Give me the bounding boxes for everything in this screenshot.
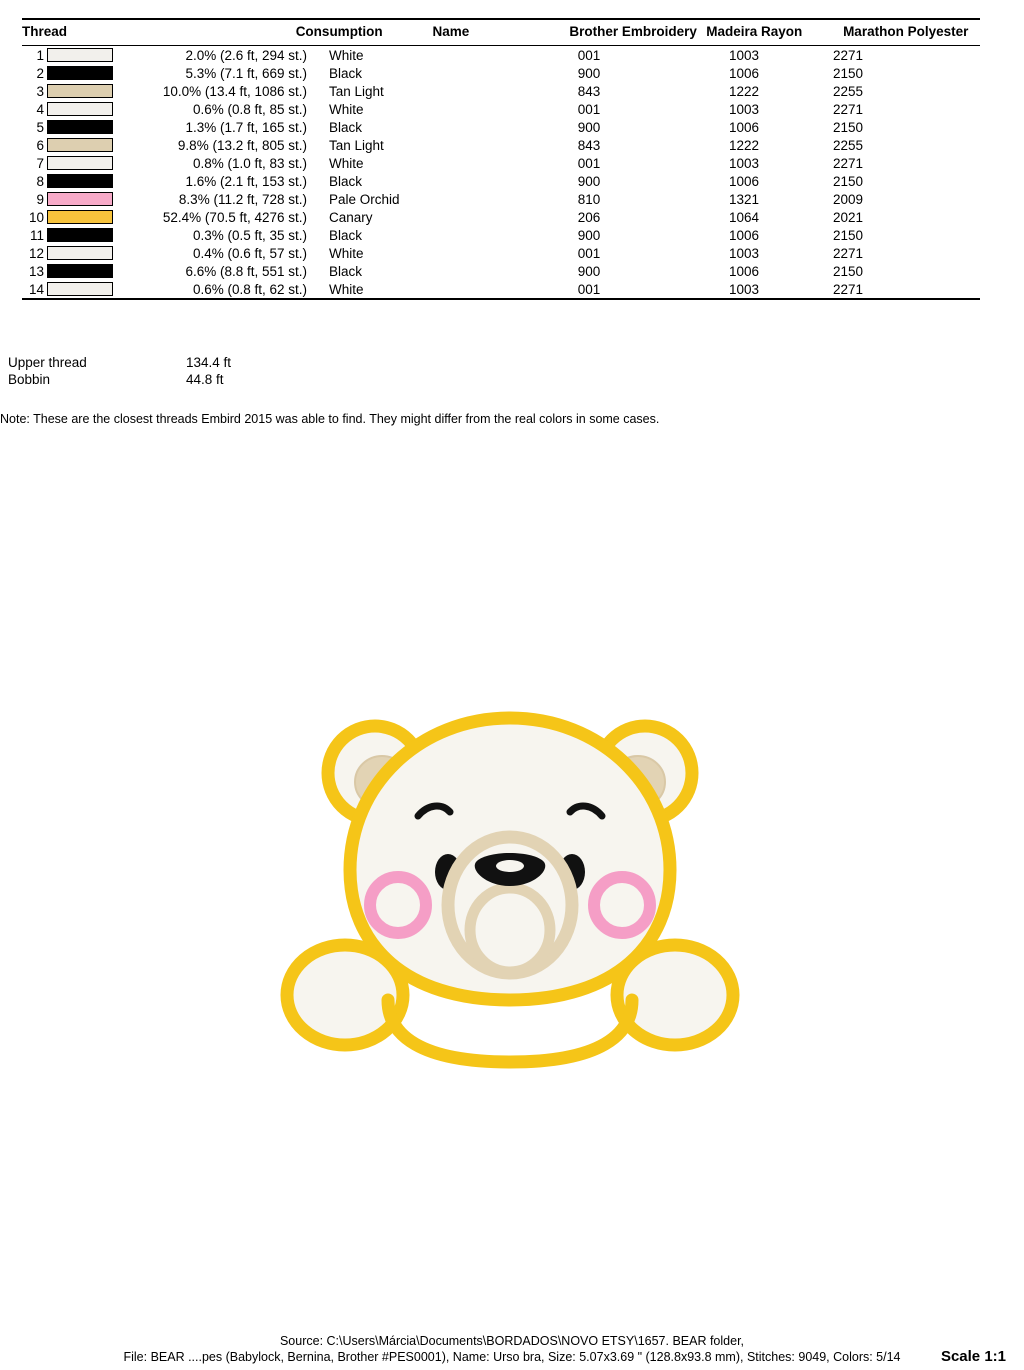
document-footer <box>0 1333 1024 1365</box>
table-row <box>22 172 1003 190</box>
thread-color-swatch <box>47 172 117 190</box>
table-row <box>22 262 1003 280</box>
color-chip <box>47 246 113 260</box>
madeira-code-cell: 1222 <box>728 83 760 99</box>
thread-color-swatch <box>47 136 117 154</box>
brother-code-cell: 843 <box>577 83 601 99</box>
brother-code-cell: 900 <box>577 173 601 189</box>
thread-color-swatch <box>47 190 117 208</box>
table-row <box>22 136 1003 154</box>
header-thread: Thread <box>22 24 68 39</box>
thread-color-swatch <box>47 280 117 298</box>
madeira-code-cell: 1006 <box>728 263 760 279</box>
header-marathon-polyester: Marathon Polyester <box>843 24 969 39</box>
madeira-code-cell: 1003 <box>728 245 760 261</box>
table-row <box>22 226 1003 244</box>
header-name: Name <box>432 24 470 39</box>
thread-table-section <box>22 18 1002 300</box>
brother-code-cell: 900 <box>577 119 601 135</box>
table-row <box>22 154 1003 172</box>
footer-file-line: File: BEAR ....pes (Babylock, Bernina, Brother #PES0001), Name: Urso bra, Size: 5.07x3.69 " (128.8x93.8 mm), Stitches: 9049, Colors: 5/14 <box>123 1350 901 1364</box>
madeira-code-cell: 1006 <box>728 65 760 81</box>
color-chip <box>47 84 113 98</box>
color-name-cell: Black <box>329 119 363 135</box>
thread-rows <box>22 46 1003 298</box>
row-index: 12 <box>28 245 44 261</box>
bear-applique-artwork <box>270 690 750 1090</box>
color-name-cell: Tan Light <box>329 83 384 99</box>
table-row <box>22 244 1003 262</box>
row-index: 6 <box>36 137 44 153</box>
scale-label: Scale 1:1 <box>940 1348 1006 1365</box>
bobbin-value: 44.8 ft <box>186 372 224 387</box>
consumption-cell: 2.0% (2.6 ft, 294 st.) <box>185 47 307 63</box>
consumption-cell: 1.6% (2.1 ft, 153 st.) <box>185 173 307 189</box>
marathon-code-cell: 2271 <box>833 155 864 171</box>
consumption-cell: 5.3% (7.1 ft, 669 st.) <box>185 65 307 81</box>
color-chip <box>47 48 113 62</box>
brother-code-cell: 001 <box>577 281 601 297</box>
color-name-cell: Black <box>329 263 363 279</box>
table-row <box>22 82 1003 100</box>
brother-code-cell: 001 <box>577 47 601 63</box>
thread-color-swatch <box>47 64 117 82</box>
color-name-cell: Black <box>329 227 363 243</box>
marathon-code-cell: 2255 <box>833 137 864 153</box>
color-name-cell: White <box>329 101 364 117</box>
table-row <box>22 208 1003 226</box>
color-name-cell: Black <box>329 65 363 81</box>
table-row <box>22 46 1003 64</box>
row-index: 4 <box>36 101 44 117</box>
row-index: 5 <box>36 119 44 135</box>
color-name-cell: Tan Light <box>329 137 384 153</box>
madeira-code-cell: 1006 <box>728 173 760 189</box>
bobbin-row <box>8 372 231 387</box>
row-index: 9 <box>36 191 44 207</box>
color-chip <box>47 156 113 170</box>
thread-table <box>22 20 980 45</box>
color-chip <box>47 66 113 80</box>
marathon-code-cell: 2150 <box>833 65 864 81</box>
color-name-cell: Canary <box>329 209 373 225</box>
marathon-code-cell: 2021 <box>833 209 864 225</box>
brother-code-cell: 001 <box>577 245 601 261</box>
consumption-cell: 0.8% (1.0 ft, 83 st.) <box>192 155 307 171</box>
consumption-cell: 0.4% (0.6 ft, 57 st.) <box>192 245 307 261</box>
madeira-code-cell: 1222 <box>728 137 760 153</box>
thread-color-swatch <box>47 100 117 118</box>
upper-thread-row <box>8 355 231 370</box>
brother-code-cell: 001 <box>577 101 601 117</box>
brother-code-cell: 900 <box>577 227 601 243</box>
marathon-code-cell: 2150 <box>833 263 864 279</box>
table-row <box>22 118 1003 136</box>
brother-code-cell: 900 <box>577 65 601 81</box>
madeira-code-cell: 1003 <box>728 155 760 171</box>
marathon-code-cell: 2271 <box>833 47 864 63</box>
thread-color-swatch <box>47 82 117 100</box>
color-chip <box>47 282 113 296</box>
color-chip <box>47 264 113 278</box>
marathon-code-cell: 2150 <box>833 227 864 243</box>
marathon-code-cell: 2150 <box>833 119 864 135</box>
brother-code-cell: 206 <box>577 209 601 225</box>
color-name-cell: Pale Orchid <box>329 191 400 207</box>
thread-note: Note: These are the closest threads Embird 2015 was able to find. They might differ from the real colors in some cases. <box>0 412 660 426</box>
table-header-row <box>22 20 980 45</box>
thread-color-swatch <box>47 208 117 226</box>
brother-code-cell: 001 <box>577 155 601 171</box>
color-name-cell: Black <box>329 173 363 189</box>
consumption-cell: 6.6% (8.8 ft, 551 st.) <box>185 263 307 279</box>
upper-thread-label: Upper thread <box>8 355 87 370</box>
brother-code-cell: 843 <box>577 137 601 153</box>
color-name-cell: White <box>329 47 364 63</box>
table-row <box>22 280 1003 298</box>
footer-source-line: Source: C:\Users\Márcia\Documents\BORDADOS\NOVO ETSY\1657. BEAR folder, <box>279 1334 745 1348</box>
brother-code-cell: 900 <box>577 263 601 279</box>
row-index: 10 <box>28 209 44 225</box>
madeira-code-cell: 1006 <box>728 119 760 135</box>
thread-color-swatch <box>47 262 117 280</box>
table-row <box>22 190 1003 208</box>
consumption-cell: 0.6% (0.8 ft, 85 st.) <box>192 101 307 117</box>
consumption-cell: 52.4% (70.5 ft, 4276 st.) <box>162 209 307 225</box>
madeira-code-cell: 1003 <box>728 101 760 117</box>
thread-color-swatch <box>47 118 117 136</box>
row-index: 8 <box>36 173 44 189</box>
marathon-code-cell: 2255 <box>833 83 864 99</box>
bobbin-label: Bobbin <box>8 372 51 387</box>
thread-color-swatch <box>47 46 117 64</box>
consumption-cell: 10.0% (13.4 ft, 1086 st.) <box>162 83 307 99</box>
consumption-cell: 9.8% (13.2 ft, 805 st.) <box>177 137 307 153</box>
color-chip <box>47 174 113 188</box>
consumption-cell: 1.3% (1.7 ft, 165 st.) <box>185 119 307 135</box>
color-name-cell: White <box>329 281 364 297</box>
color-name-cell: White <box>329 245 364 261</box>
row-index: 2 <box>36 65 44 81</box>
row-index: 14 <box>28 281 44 297</box>
header-brother-embroidery: Brother Embroidery <box>569 24 697 39</box>
thread-color-swatch <box>47 154 117 172</box>
table-row <box>22 100 1003 118</box>
row-index: 13 <box>28 263 44 279</box>
header-consumption: Consumption <box>295 24 383 39</box>
row-index: 7 <box>36 155 44 171</box>
marathon-code-cell: 2009 <box>833 191 864 207</box>
madeira-code-cell: 1006 <box>728 227 760 243</box>
thread-totals <box>8 355 231 389</box>
madeira-code-cell: 1003 <box>728 47 760 63</box>
row-index: 3 <box>36 83 44 99</box>
table-row <box>22 64 1003 82</box>
color-chip <box>47 228 113 242</box>
thread-color-swatch <box>47 244 117 262</box>
color-chip <box>47 192 113 206</box>
upper-thread-value: 134.4 ft <box>186 355 232 370</box>
row-index: 1 <box>36 47 44 63</box>
color-chip <box>47 138 113 152</box>
row-index: 11 <box>29 227 44 243</box>
thread-color-swatch <box>47 226 117 244</box>
madeira-code-cell: 1003 <box>728 281 760 297</box>
color-name-cell: White <box>329 155 364 171</box>
consumption-cell: 8.3% (11.2 ft, 728 st.) <box>178 191 307 207</box>
marathon-code-cell: 2271 <box>833 281 864 297</box>
table-bottom-rule <box>22 298 980 300</box>
madeira-code-cell: 1064 <box>728 209 760 225</box>
color-chip <box>47 210 113 224</box>
consumption-cell: 0.3% (0.5 ft, 35 st.) <box>192 227 307 243</box>
consumption-cell: 0.6% (0.8 ft, 62 st.) <box>192 281 307 297</box>
marathon-code-cell: 2150 <box>833 173 864 189</box>
color-chip <box>47 102 113 116</box>
marathon-code-cell: 2271 <box>833 245 864 261</box>
header-madeira-rayon: Madeira Rayon <box>706 24 803 39</box>
marathon-code-cell: 2271 <box>833 101 864 117</box>
madeira-code-cell: 1321 <box>728 191 760 207</box>
brother-code-cell: 810 <box>577 191 601 207</box>
color-chip <box>47 120 113 134</box>
